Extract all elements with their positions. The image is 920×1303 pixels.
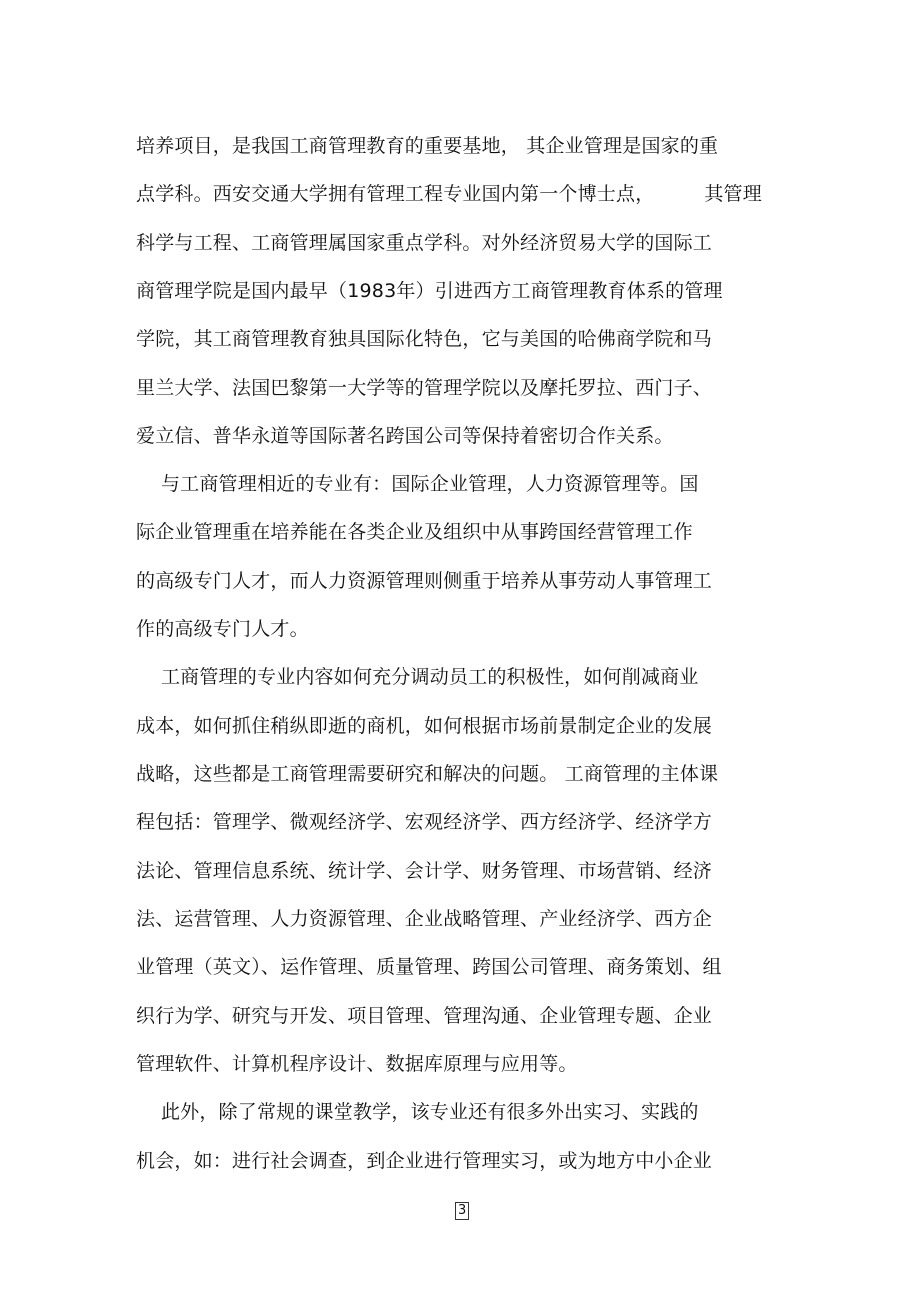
text-line: 际企业管理重在培养能在各类企业及组织中从事跨国经营管理工作 bbox=[136, 521, 693, 543]
text-line: 织行为学、研究与开发、项目管理、管理沟通、企业管理专题、企业 bbox=[136, 1005, 713, 1027]
text-line: 作的高级专门人才。 bbox=[136, 618, 309, 640]
text-line: 成本，如何抓住稍纵即逝的商机，如何根据市场前景制定企业的发展 bbox=[136, 715, 713, 737]
text-line: 管理软件、计算机程序设计、数据库原理与应用等。 bbox=[136, 1053, 578, 1075]
text-line: 商管理学院是国内最早（1983年）引进西方工商管理教育体系的管理 bbox=[136, 280, 723, 302]
text-line: 战略，这些都是工商管理需要研究和解决的问题。 工商管理的主体课 bbox=[136, 763, 719, 785]
page-number: 3 bbox=[455, 1202, 469, 1220]
text-line: 爱立信、普华永道等国际著名跨国公司等保持着密切合作关系。 bbox=[136, 425, 674, 447]
text-line: 工商管理的专业内容如何充分调动员工的积极性，如何削减商业 bbox=[136, 666, 699, 688]
text-line: 法、运营管理、人力资源管理、企业战略管理、产业经济学、西方企 bbox=[136, 908, 713, 930]
text-line: 程包括：管理学、微观经济学、宏观经济学、西方经济学、经济学方 bbox=[136, 811, 713, 833]
text-line: 科学与工程、工商管理属国家重点学科。对外经济贸易大学的国际工 bbox=[136, 232, 713, 254]
text-line: 点学科。西安交通大学拥有管理工程专业国内第一个博士点， 其管理 bbox=[136, 183, 762, 205]
text-line: 的高级专门人才，而人力资源管理则侧重于培养从事劳动人事管理工 bbox=[136, 570, 713, 592]
text-line: 业管理（英文）、运作管理、质量管理、跨国公司管理、商务策划、组 bbox=[136, 956, 722, 978]
text-line: 法论、管理信息系统、统计学、会计学、财务管理、市场营销、经济 bbox=[136, 860, 713, 882]
text-line: 与工商管理相近的专业有：国际企业管理，人力资源管理等。国 bbox=[136, 473, 699, 495]
text-line: 机会，如：进行社会调查，到企业进行管理实习，或为地方中小企业 bbox=[136, 1150, 713, 1172]
text-line: 里兰大学、法国巴黎第一大学等的管理学院以及摩托罗拉、西门子、 bbox=[136, 377, 713, 399]
text-line: 培养项目，是我国工商管理教育的重要基地， 其企业管理是国家的重 bbox=[136, 135, 719, 157]
text-line: 此外，除了常规的课堂教学，该专业还有很多外出实习、实践的 bbox=[136, 1101, 699, 1123]
text-line: 学院，其工商管理教育独具国际化特色，它与美国的哈佛商学院和马 bbox=[136, 328, 713, 350]
